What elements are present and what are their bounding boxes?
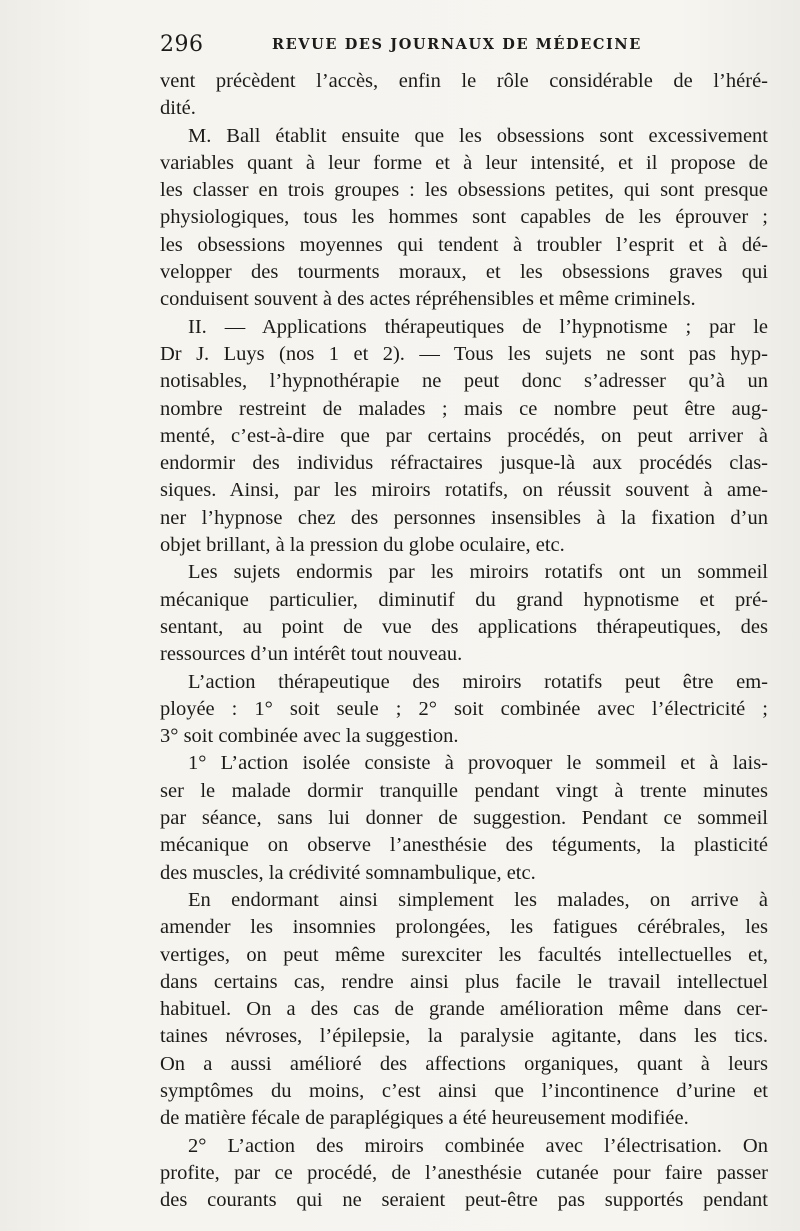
text-line: endormir des individus réfractaires jusque-là aux procédés clas- bbox=[160, 452, 768, 475]
page-header bbox=[160, 32, 760, 62]
text-line: menté, c’est-à-dire que par certains procédés, on peut arriver à bbox=[160, 424, 768, 447]
text-line: symptômes du moins, c’est ainsi que l’incontinence d’urine et bbox=[160, 1079, 768, 1102]
text-line: Les sujets endormis par les miroirs rotatifs ont un sommeil bbox=[188, 561, 768, 584]
text-line: L’action thérapeutique des miroirs rotatifs peut être em- bbox=[188, 670, 768, 693]
text-line: sentant, au point de vue des applications thérapeutiques, des bbox=[160, 615, 768, 638]
text-line: siques. Ainsi, par les miroirs rotatifs, on réussit souvent à ame- bbox=[160, 479, 768, 502]
text-line: 2° L’action des miroirs combinée avec l’électrisation. On bbox=[188, 1134, 768, 1157]
text-line: 3° soit combinée avec la suggestion. bbox=[160, 725, 459, 748]
text-line: habituel. On a des cas de grande amélioration même dans cer- bbox=[160, 998, 768, 1021]
text-line: ser le malade dormir tranquille pendant vingt à trente minutes bbox=[160, 779, 768, 802]
text-line: mécanique on observe l’anesthésie des téguments, la plasticité bbox=[160, 834, 768, 857]
text-line: taines névroses, l’épilepsie, la paralysie agitante, dans les tics. bbox=[160, 1025, 768, 1048]
text-line: Dr J. Luys (nos 1 et 2). — Tous les sujets ne sont pas hyp- bbox=[160, 342, 768, 365]
text-line: mécanique particulier, diminutif du grand hypnotisme et pré- bbox=[160, 588, 768, 611]
text-line: les classer en trois groupes : les obsessions petites, qui sont presque bbox=[160, 179, 768, 202]
text-line: par séance, sans lui donner de suggestion. Pendant ce sommeil bbox=[160, 807, 768, 830]
text-line: M. Ball établit ensuite que les obsessions sont excessivement bbox=[188, 124, 768, 147]
text-line: de matière fécale de paraplégiques a été heureusement modifiée. bbox=[160, 1107, 689, 1130]
text-line: vertiges, on peut même surexciter les facultés intellectuelles et, bbox=[160, 943, 768, 966]
text-line: vent précèdent l’accès, enfin le rôle considérable de l’héré- bbox=[160, 70, 768, 92]
body-text bbox=[160, 68, 768, 1214]
text-line: 1° L’action isolée consiste à provoquer le sommeil et à lais- bbox=[188, 752, 768, 775]
text-line: velopper des tourments moraux, et les obsessions graves qui bbox=[160, 261, 768, 284]
text-line: des courants qui ne seraient peut-être pas supportés pendant bbox=[160, 1189, 768, 1212]
text-line: variables quant à leur forme et à leur intensité, et il propose de bbox=[160, 151, 768, 174]
text-line: nombre restreint de malades ; mais ce nombre peut être aug- bbox=[160, 397, 768, 420]
text-line: objet brillant, à la pression du globe oculaire, etc. bbox=[160, 534, 565, 557]
text-line: En endormant ainsi simplement les malades, on arrive à bbox=[188, 888, 768, 911]
text-line: ressources d’un intérêt tout nouveau. bbox=[160, 643, 463, 666]
text-line: ner l’hypnose chez des personnes insensibles à la fixation d’un bbox=[160, 506, 768, 529]
text-line: II. — Applications thérapeutiques de l’hypnotisme ; par le bbox=[188, 315, 768, 338]
text-line: physiologiques, tous les hommes sont capables de les éprouver ; bbox=[160, 206, 768, 229]
running-title: REVUE DES JOURNAUX DE MÉDECINE bbox=[272, 36, 642, 53]
text-line: dans certains cas, rendre ainsi plus facile le travail intellectuel bbox=[160, 970, 768, 993]
text-line: notisables, l’hypnothérapie ne peut donc s’adresser qu’à un bbox=[160, 370, 768, 393]
text-line: des muscles, la crédivité somnambulique, etc. bbox=[160, 861, 536, 884]
text-line: On a aussi amélioré des affections organiques, quant à leurs bbox=[160, 1052, 768, 1075]
page-number: 296 bbox=[160, 32, 204, 57]
text-line: amender les insomnies prolongées, les fatigues cérébrales, les bbox=[160, 916, 768, 939]
text-line: les obsessions moyennes qui tendent à troubler l’esprit et à dé- bbox=[160, 233, 768, 256]
text-line: profite, par ce procédé, de l’anesthésie cutanée pour faire passer bbox=[160, 1161, 768, 1184]
text-line: conduisent souvent à des actes répréhensibles et même criminels. bbox=[160, 288, 696, 311]
text-line: dité. bbox=[160, 97, 196, 120]
text-line: ployée : 1° soit seule ; 2° soit combinée avec l’électricité ; bbox=[160, 697, 768, 720]
